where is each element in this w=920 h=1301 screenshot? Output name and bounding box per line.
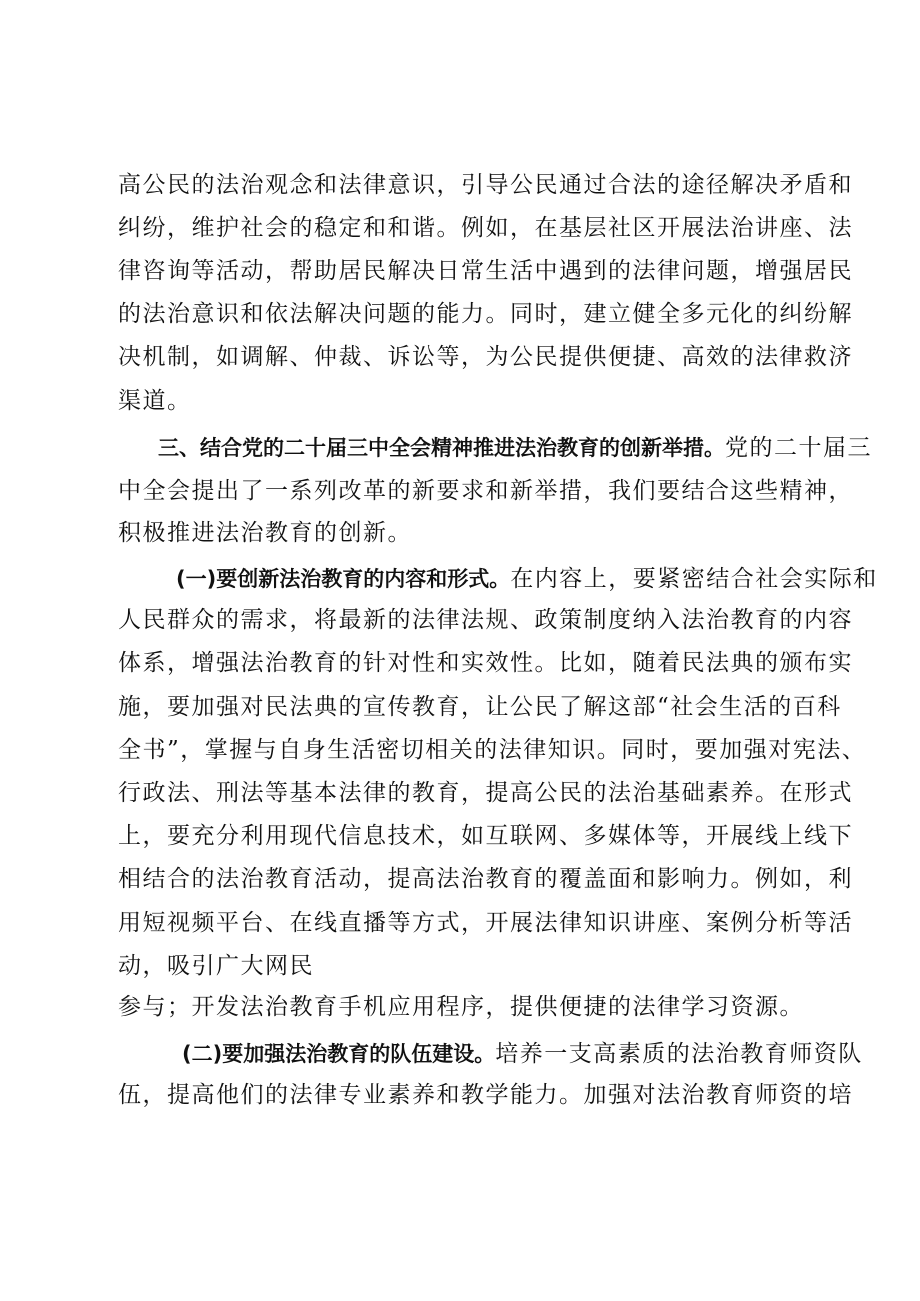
- subsection-heading: (一)要创新法治教育的内容和形式。: [176, 567, 511, 591]
- paragraph-line: 中全会提出了一系列改革的新要求和新举措，我们要结合这些精神，: [118, 478, 853, 504]
- paragraph-line: 积极推进法治教育的创新。: [118, 520, 412, 546]
- section-text: 党的二十届三: [725, 435, 872, 461]
- paragraph-line: 全书”，掌握与自身生活密切相关的法律知识。同时，要加强对宪法、: [118, 737, 867, 763]
- subsection-heading-line: [176, 564, 878, 594]
- subsection-text: 培养一支高素质的法治教育师资队: [495, 1041, 863, 1067]
- paragraph-line: 体系，增强法治教育的针对性和实效性。比如，随着民法典的颁布实: [118, 650, 853, 676]
- paragraph-line: 渠道。: [118, 388, 192, 414]
- paragraph-line: 施，要加强对民法典的宣传教育，让公民了解这部“社会生活的百科: [118, 694, 842, 720]
- paragraph-line: 行政法、刑法等基本法律的教育，提高公民的法治基础素养。在形式: [118, 780, 853, 806]
- paragraph-line: 人民群众的需求，将最新的法律法规、政策制度纳入法治教育的内容: [118, 607, 853, 633]
- section-heading: 三、结合党的二十届三中全会精神推进法治教育的创新举措。: [158, 436, 725, 460]
- paragraph-line: 用短视频平台、在线直播等方式，开展法律知识讲座、案例分析等活: [118, 910, 853, 936]
- paragraph-line: 决机制，如调解、仲裁、诉讼等，为公民提供便捷、高效的法律救济: [118, 344, 853, 370]
- paragraph-line: 相结合的法治教育活动，提高法治教育的覆盖面和影响力。例如，利: [118, 866, 853, 892]
- paragraph-line: 动，吸引广大网民: [118, 953, 314, 979]
- subsection-text: 在内容上，要紧密结合社会实际和: [510, 566, 878, 592]
- paragraph-line: 参与；开发法治教育手机应用程序，提供便捷的法律学习资源。: [118, 994, 804, 1020]
- subsection-heading-line: [182, 1039, 863, 1069]
- paragraph-line: 高公民的法治观念和法律意识，引导公民通过合法的途径解决矛盾和: [118, 172, 853, 198]
- paragraph-line: 纠纷，维护社会的稳定和和谐。例如，在基层社区开展法治讲座、法: [118, 215, 853, 241]
- paragraph-line: 伍，提高他们的法律专业素养和教学能力。加强对法治教育师资的培: [118, 1082, 853, 1108]
- section-heading-line: [158, 433, 872, 463]
- paragraph-line: 上，要充分利用现代信息技术，如互联网、多媒体等，开展线上线下: [118, 823, 853, 849]
- paragraph-line: 的法治意识和依法解决问题的能力。同时，建立健全多元化的纠纷解: [118, 301, 853, 327]
- paragraph-line: 律咨询等活动，帮助居民解决日常生活中遇到的法律问题，增强居民: [118, 258, 853, 284]
- subsection-heading: (二)要加强法治教育的队伍建设。: [182, 1042, 496, 1066]
